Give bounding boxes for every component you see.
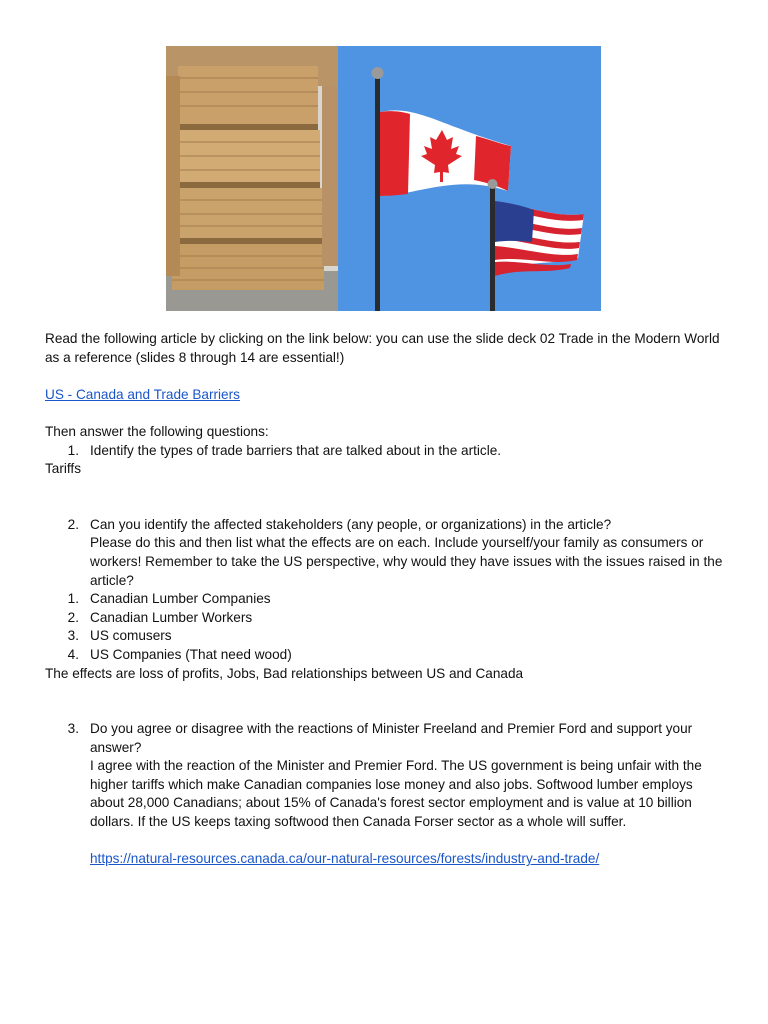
instructions: Then answer the following questions:: [45, 423, 269, 439]
question-2: [45, 516, 725, 590]
article-link[interactable]: US - Canada and Trade Barriers: [45, 386, 240, 402]
list-item: 1. Canadian Lumber Companies: [45, 590, 725, 609]
list-item: 2. Canadian Lumber Workers: [45, 609, 725, 628]
stakeholder: Canadian Lumber Companies: [90, 591, 271, 607]
question-1: [45, 442, 725, 461]
answer-3: I agree with the reaction of the Minister and Premier Ford. The US government is being unfair with the higher tariffs which make Canadian companies lose money and also jobs. Softwood lumber employs about 28,000 Canadians; about 15% of Canada's forest sector employment and is value at 10 billion dollars. If the US keeps taxing softwood then Canada Forser sector as a whole will suffer.: [90, 758, 702, 830]
question-text: Identify the types of trade barriers that are talked about in the article.: [90, 442, 502, 458]
question-number: 1.: [67, 442, 79, 458]
lumber-stack: [166, 66, 338, 290]
source-link[interactable]: https://natural-resources.canada.ca/our-natural-resources/forests/industry-and-trade/: [90, 851, 600, 867]
question-text: Do you agree or disagree with the reactions of Minister Freeland and Premier Ford and support your answer?: [90, 721, 693, 755]
hero-image: [166, 46, 601, 311]
question-detail: Please do this and then list what the effects are on each. Include yourself/your family as consumers or workers! Remember to take the US perspective, why would they have issues with the issues raised in the article?: [90, 535, 723, 588]
question-3: [45, 720, 725, 869]
question-number: 3.: [67, 721, 79, 737]
intro-paragraph: Read the following article by clicking on the link below: you can use the slide deck 02 Trade in the Modern World as a reference (slides 8 through 14 are essential!): [45, 331, 720, 365]
list-item: 3. US comusers: [45, 627, 725, 646]
answer-1: Tariffs: [45, 461, 82, 477]
effects-summary: The effects are loss of profits, Jobs, Bad relationships between US and Canada: [45, 665, 524, 681]
question-number: 2.: [67, 516, 79, 532]
list-item: 4. US Companies (That need wood): [45, 646, 725, 665]
stakeholder: US Companies (That need wood): [90, 646, 292, 662]
lumber-and-flags-image: [166, 46, 601, 311]
document-body: [45, 330, 725, 869]
stakeholder: US comusers: [90, 628, 172, 644]
question-text: Can you identify the affected stakeholders (any people, or organizations) in the article?: [90, 516, 612, 532]
stakeholder: Canadian Lumber Workers: [90, 609, 253, 625]
